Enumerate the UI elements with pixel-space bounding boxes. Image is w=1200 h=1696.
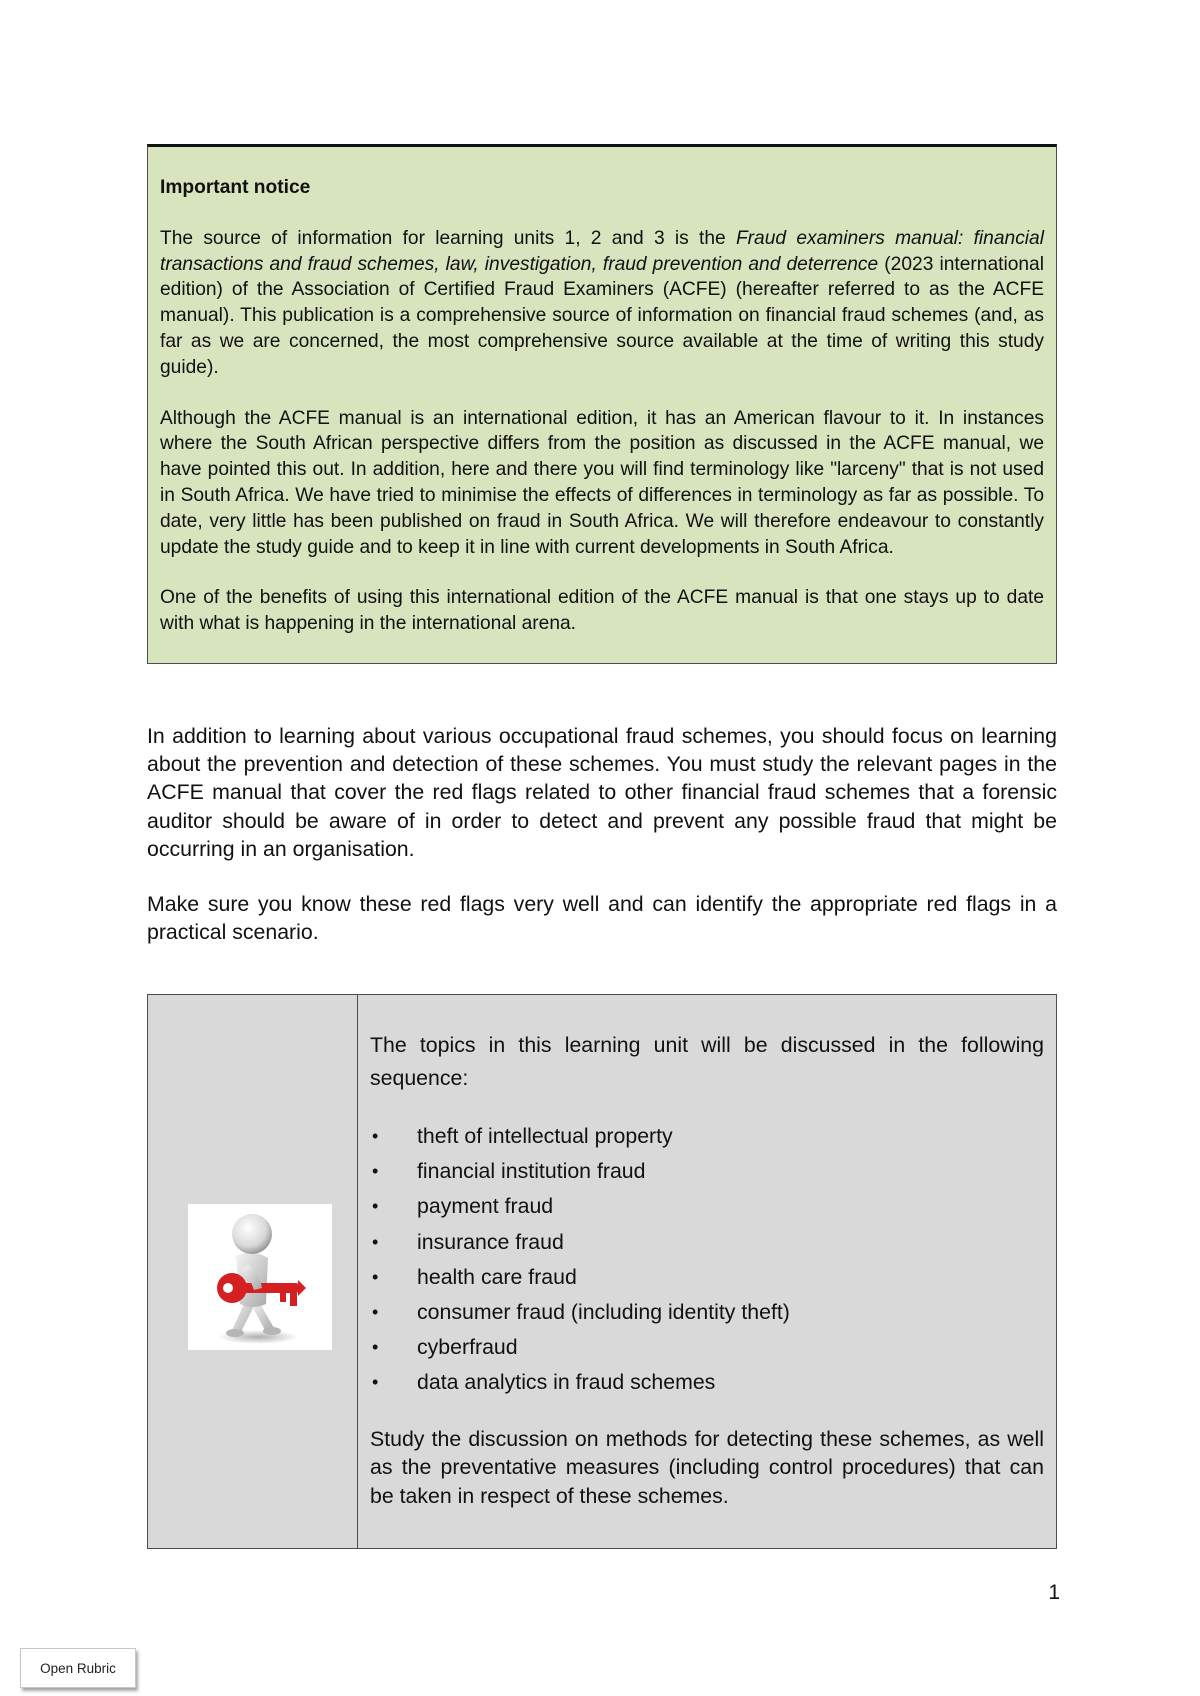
notice-paragraph-3: One of the benefits of using this international edition of the ACFE manual is that one stays up to date with what is happening in the international arena. bbox=[160, 587, 1044, 635]
bullet-icon: • bbox=[372, 1231, 379, 1252]
topic-label: insurance fraud bbox=[417, 1229, 564, 1254]
illustration-cell bbox=[148, 995, 358, 1548]
topics-table bbox=[147, 994, 1057, 1549]
topic-label: consumer fraud (including identity theft) bbox=[417, 1300, 790, 1325]
bullet-icon: • bbox=[372, 1302, 379, 1323]
topics-closing: Study the discussion on methods for detecting these schemes, as well as the preventative measures (including control procedures) that can be taken in respect of these schemes. bbox=[370, 1426, 1044, 1509]
figure-carrying-key-icon bbox=[188, 1204, 332, 1350]
notice-paragraph-1 bbox=[160, 226, 1044, 381]
topic-label: health care fraud bbox=[417, 1264, 577, 1289]
notice-paragraph-1-end: (2023 international edition) of the Association of Certified Fraud Examiners (ACFE) (hereafter referred to as the ACFE manual). This publication is a comprehensive source of information on financial fraud schemes (and, as far as we are concerned, the most comprehensive source available at the time of writing this study guide). bbox=[160, 253, 1044, 378]
notice-title: Important notice bbox=[160, 177, 311, 198]
list-item bbox=[370, 1295, 1044, 1330]
list-item bbox=[370, 1154, 1044, 1189]
body-paragraph-2: Make sure you know these red flags very well and can identify the appropriate red flags in a practical scenario. bbox=[147, 892, 1057, 945]
open-rubric-label: Open Rubric bbox=[40, 1660, 116, 1676]
topics-cell bbox=[358, 995, 1056, 1548]
topic-label: theft of intellectual property bbox=[417, 1124, 673, 1148]
list-item bbox=[370, 1119, 1044, 1154]
topic-label: financial institution fraud bbox=[417, 1159, 646, 1184]
bullet-icon: • bbox=[372, 1126, 379, 1146]
page-number: 1 bbox=[1048, 1581, 1060, 1604]
important-notice-box bbox=[147, 144, 1057, 664]
notice-paragraph-1-start: The source of information for learning units 1, 2 and 3 is the bbox=[160, 227, 736, 249]
list-item bbox=[370, 1260, 1044, 1295]
body-paragraph-1: In addition to learning about various occupational fraud schemes, you should focus on learning about the prevention and detection of these schemes. You must study the relevant pages in the ACFE manual that cover the red flags related to other financial fraud schemes that a forensic auditor should be aware of in order to detect and prevent any possible fraud that might be occurring in an organisation. bbox=[147, 724, 1057, 861]
topic-list bbox=[370, 1119, 1044, 1401]
manual-title: Fraud examiners manual: financial transactions and fraud schemes, law, investigation, fraud prevention and deterrence bbox=[160, 227, 1044, 275]
notice-paragraph-2: Although the ACFE manual is an international edition, it has an American flavour to it. In instances where the South African perspective differs from the position as discussed in the ACFE manual, we have pointed this out. In addition, here and there you will find terminology like "larceny" that is not used in South Africa. We have tried to minimise the effects of differences in terminology as far as possible. To date, very little has been published on fraud in South Africa. We will therefore endeavour to constantly update the study guide and to keep it in line with current developments in South Africa. bbox=[160, 407, 1044, 558]
list-item bbox=[370, 1365, 1044, 1400]
bullet-icon: • bbox=[372, 1161, 379, 1182]
topics-intro: The topics in this learning unit will be discussed in the following sequence: bbox=[370, 1033, 1044, 1090]
bullet-icon: • bbox=[372, 1196, 379, 1217]
topic-label: cyberfraud bbox=[417, 1335, 518, 1360]
bullet-icon: • bbox=[372, 1266, 379, 1287]
topic-label: data analytics in fraud schemes bbox=[417, 1370, 716, 1395]
topic-label: payment fraud bbox=[417, 1194, 554, 1219]
body-text bbox=[147, 722, 1057, 973]
list-item bbox=[370, 1189, 1044, 1224]
list-item bbox=[370, 1330, 1044, 1365]
open-rubric-button[interactable] bbox=[20, 1648, 136, 1688]
list-item bbox=[370, 1225, 1044, 1260]
bullet-icon: • bbox=[372, 1372, 379, 1393]
figure-carrying-key-svg bbox=[188, 1204, 332, 1350]
bullet-icon: • bbox=[372, 1337, 379, 1358]
